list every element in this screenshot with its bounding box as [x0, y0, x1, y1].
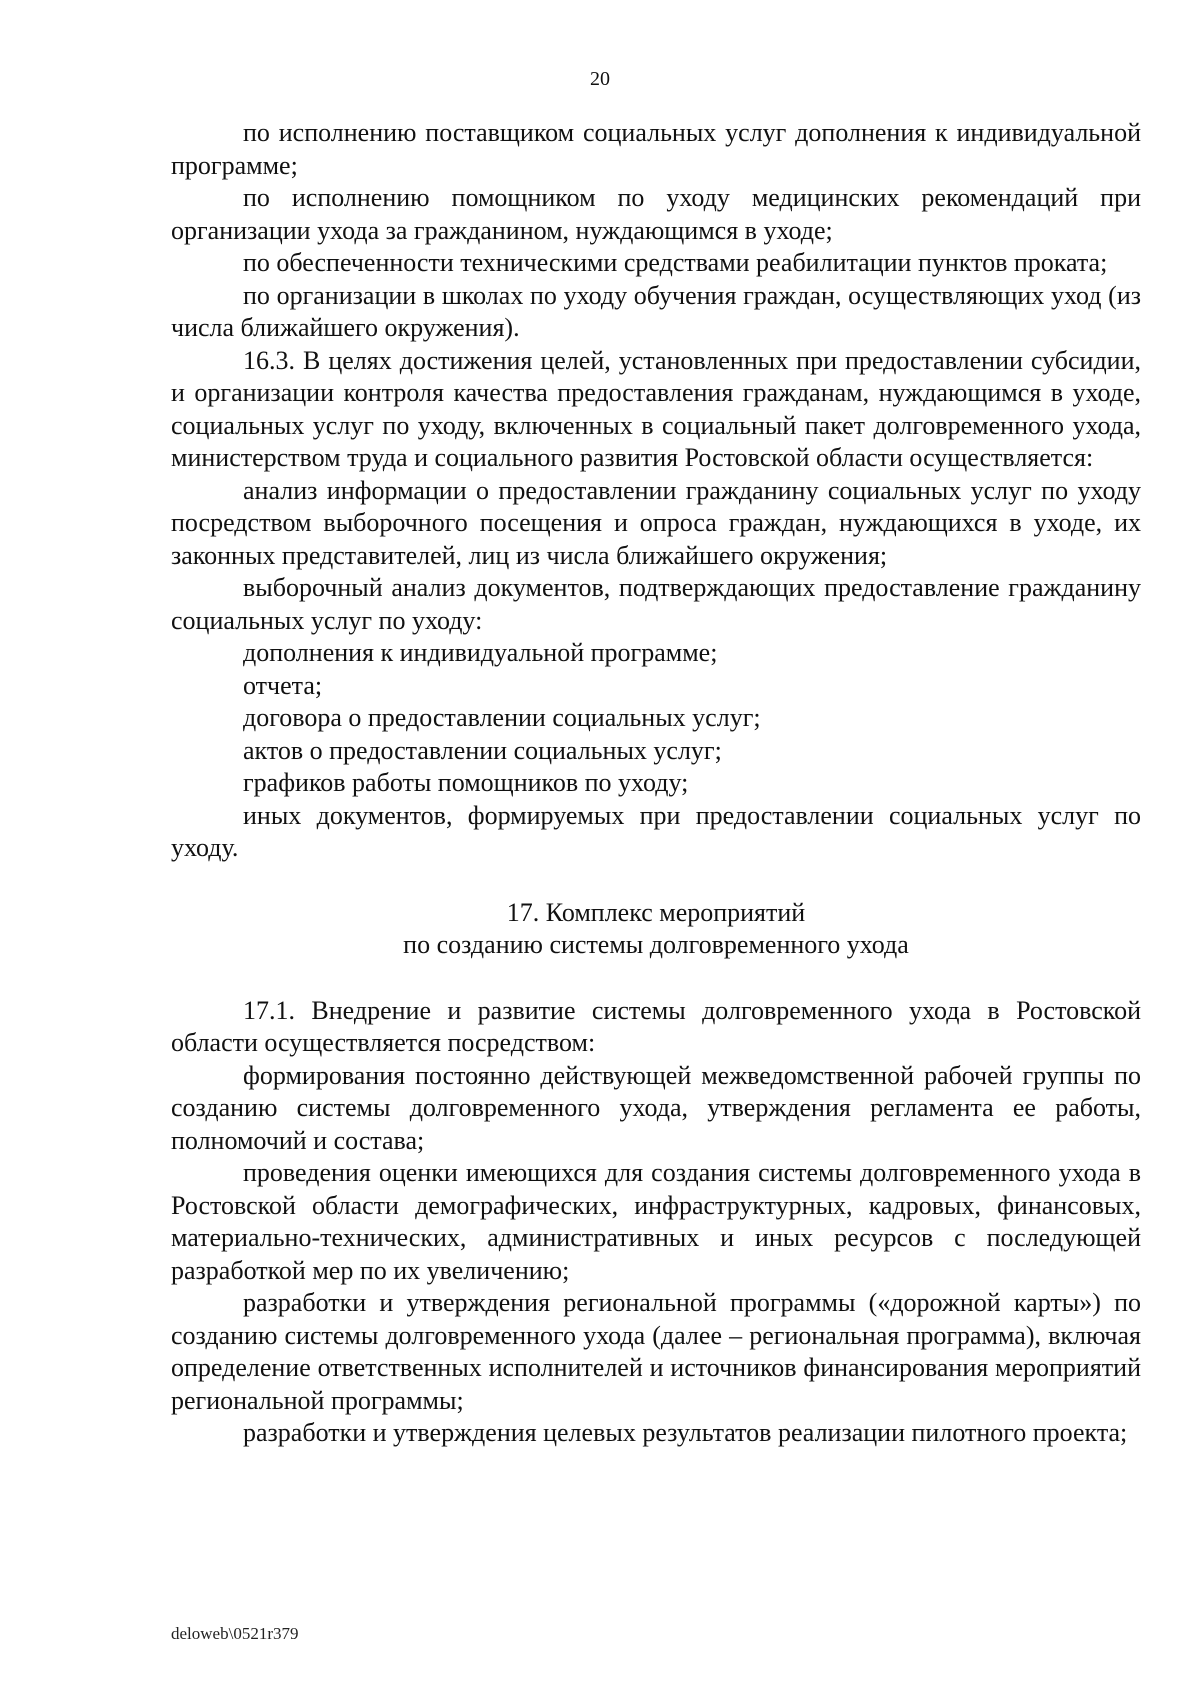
- paragraph: выборочный анализ документов, подтверждающих предоставление гражданину социальных услуг по уходу:: [171, 573, 1141, 635]
- paragraph: по исполнению поставщиком социальных услуг дополнения к индивидуальной программе;: [171, 118, 1141, 180]
- section-heading: [171, 897, 1141, 962]
- paragraph: разработки и утверждения региональной программы («дорожной карты») по созданию системы долговременного ухода (далее – региональная программа), включая определение ответственных исполнителей и источников финансирования мероприятий региональной программы;: [171, 1288, 1141, 1415]
- section-heading-line: 17. Комплекс мероприятий: [506, 897, 806, 927]
- paragraph: разработки и утверждения целевых результатов реализации пилотного проекта;: [243, 1418, 1128, 1447]
- document-body: [171, 117, 1141, 1450]
- paragraph: формирования постоянно действующей межведомственной рабочей группы по созданию системы долговременного ухода, утверждения регламента ее работы, полномочий и состава;: [171, 1060, 1141, 1155]
- paragraph: по обеспеченности техническими средствами реабилитации пунктов проката;: [243, 248, 1108, 277]
- paragraph: 17.1. Внедрение и развитие системы долговременного ухода в Ростовской области осуществляется посредством:: [171, 995, 1141, 1057]
- paragraph: 16.3. В целях достижения целей, установленных при предоставлении субсидии, и организации контроля качества предоставления гражданам, нуждающимся в уходе, социальных услуг по уходу, включенных в социальный пакет долговременного ухода, министерством труда и социального развития Ростовской области осуществляется:: [171, 345, 1141, 472]
- list-item: дополнения к индивидуальной программе;: [243, 638, 718, 667]
- paragraph: по организации в школах по уходу обучения граждан, осуществляющих уход (из числа ближайшего окружения).: [171, 280, 1141, 342]
- list-item: актов о предоставлении социальных услуг;: [243, 735, 722, 765]
- page-number: 20: [590, 68, 610, 90]
- document-footer-code: deloweb\0521r379: [171, 1624, 299, 1643]
- paragraph: по исполнению помощником по уходу медицинских рекомендаций при организации ухода за гражданином, нуждающимся в уходе;: [171, 183, 1141, 245]
- section-heading-line: по созданию системы долговременного ухода: [403, 930, 909, 959]
- paragraph: проведения оценки имеющихся для создания системы долговременного ухода в Ростовской области демографических, инфраструктурных, кадровых, финансовых, материально-технических, административных и иных ресурсов с последующей разработкой мер по их увеличению;: [171, 1158, 1141, 1285]
- list-item: графиков работы помощников по уходу;: [243, 768, 689, 797]
- paragraph: анализ информации о предоставлении гражданину социальных услуг по уходу посредством выборочного посещения и опроса граждан, нуждающихся в уходе, их законных представителей, лиц из числа ближайшего окружения;: [171, 475, 1141, 570]
- list-item: отчета;: [243, 670, 323, 700]
- list-item: договора о предоставлении социальных услуг;: [243, 703, 761, 732]
- paragraph: иных документов, формируемых при предоставлении социальных услуг по уходу.: [171, 800, 1141, 862]
